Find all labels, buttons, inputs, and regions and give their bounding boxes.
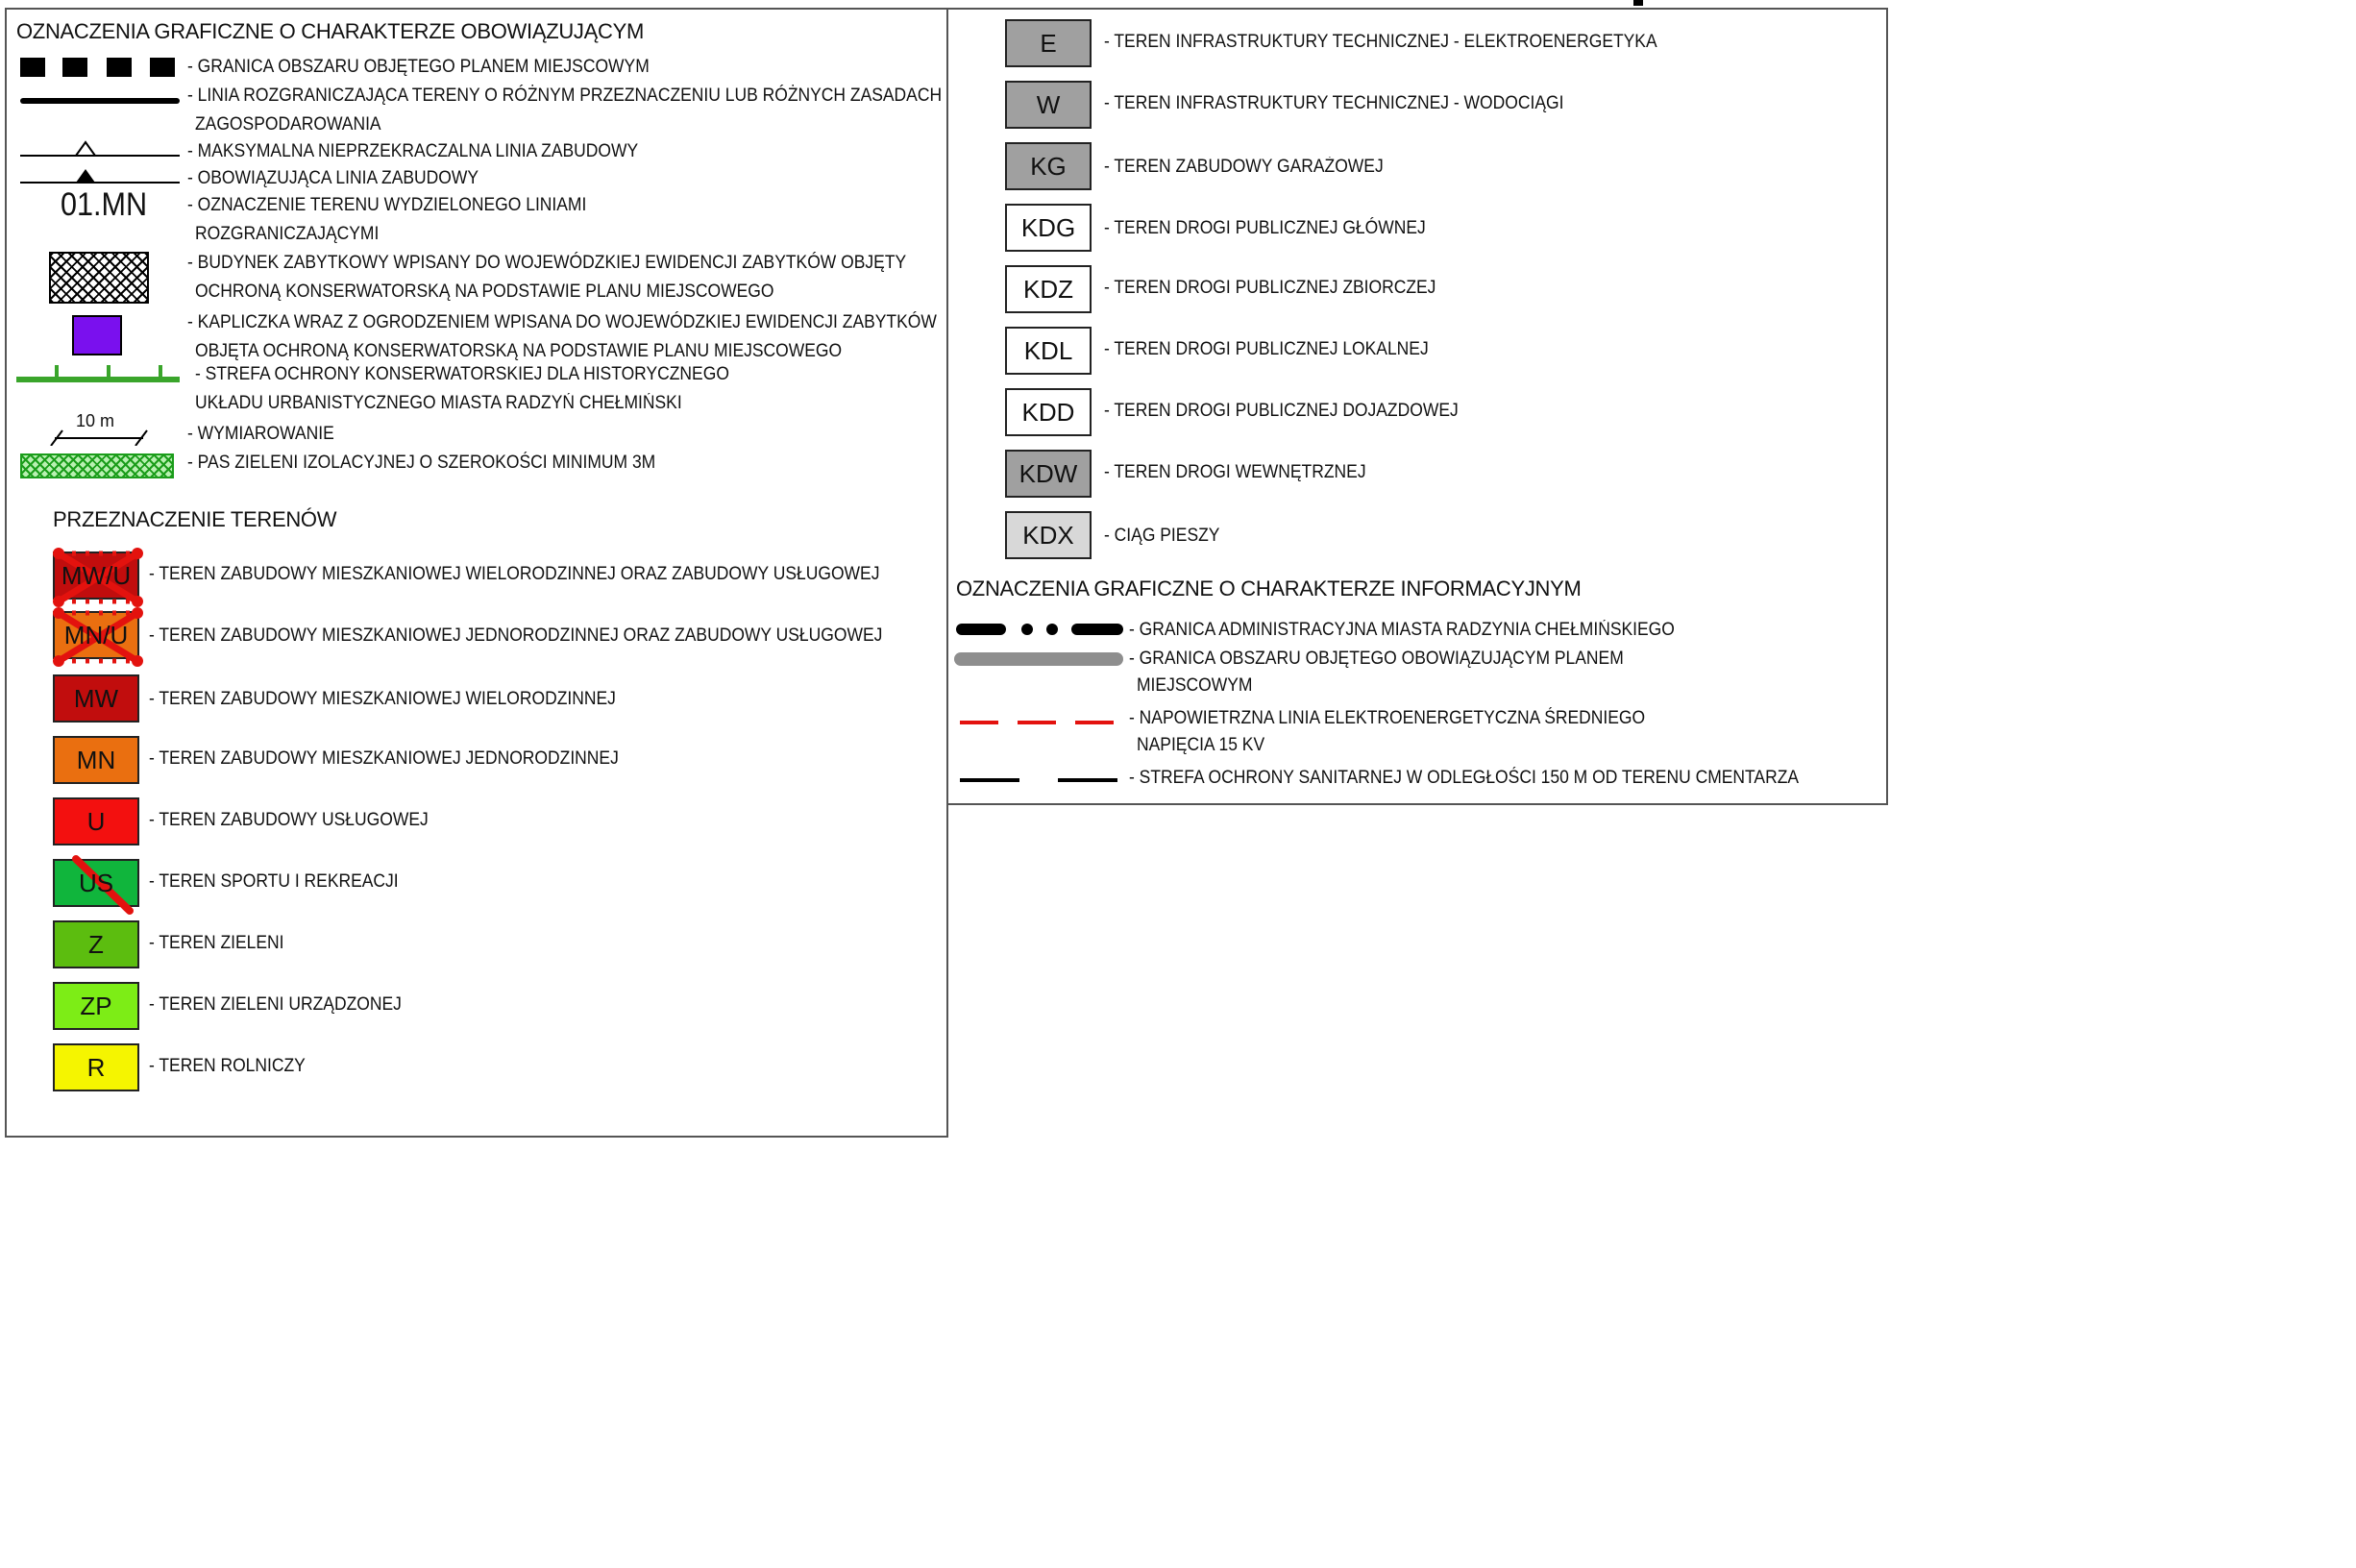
zone-code: ZP [80,991,112,1020]
power-line-icon [960,715,1123,732]
info-label: - STREFA OCHRONY SANITARNEJ W ODLEGŁOŚCI 150 M OD TERENU CMENTARZA [1129,768,1800,788]
zone-symbol-zp [53,982,139,1030]
legend-label: - LINIA ROZGRANICZAJĄCA TERENY O RÓŻNYM PRZEZNACZENIU LUB RÓŻNYCH ZASADACH [187,86,943,106]
zone-label: - TEREN INFRASTRUKTURY TECHNICZNEJ - ELEKTROENERGETYKA [1104,32,1657,52]
legend-title-informational: OZNACZENIA GRAFICZNE O CHARAKTERZE INFORMACYJNYM [956,576,1582,600]
legend-panel-infrastructure [946,8,1888,805]
zone-label: - TEREN DROGI PUBLICZNEJ GŁÓWNEJ [1104,218,1426,238]
dashed-boundary-icon [20,56,182,84]
info-label: - GRANICA OBSZARU OBJĘTEGO OBOWIĄZUJĄCYM PLANEM [1129,649,1624,669]
zone-label: - TEREN DROGI PUBLICZNEJ DOJAZDOWEJ [1104,401,1459,421]
zone-symbol-kdx [1005,511,1092,559]
chapel-fill [74,317,120,354]
sanitary-zone-icon [960,772,1123,790]
zone-label: - TEREN ZABUDOWY MIESZKANIOWEJ WIELORODZINNEJ [149,689,616,709]
info-label-cont: NAPIĘCIA 15 KV [1137,735,1265,755]
zone-symbol-mn [53,736,139,784]
zone-symbol-kdw [1005,450,1092,498]
max-building-line-icon [20,138,182,166]
zone-label: - TEREN ZABUDOWY USŁUGOWEJ [149,810,429,830]
zone-label: - TEREN SPORTU I REKREACJI [149,871,399,892]
legend-label-cont: ZAGOSPODAROWANIA [195,114,381,135]
section-title-zones: PRZEZNACZENIE TERENÓW [53,507,337,531]
legend-label: - GRANICA OBSZARU OBJĘTEGO PLANEM MIEJSCOWYM [187,57,650,77]
zone-code: MW [73,683,119,713]
zone-label: - TEREN ZABUDOWY MIESZKANIOWEJ JEDNORODZINNEJ [149,748,619,769]
zone-symbol-u [53,797,139,845]
legend-label: - WYMIAROWANIE [187,424,334,444]
zone-label: - TEREN DROGI PUBLICZNEJ ZBIORCZEJ [1104,278,1436,298]
legend-label: - OBOWIĄZUJĄCA LINIA ZABUDOWY [187,168,479,188]
zone-label: - CIĄG PIESZY [1104,526,1220,546]
zone-code: W [1036,89,1061,119]
zone-code: KDZ [1023,274,1073,304]
zone-code: E [1040,28,1057,58]
area-symbol: 01.MN [61,186,148,223]
zone-code: MW/U [61,560,132,590]
zone-code: US [78,868,114,897]
zone-label: - TEREN ZIELENI URZĄDZONEJ [149,994,402,1015]
zone-label: - TEREN ZABUDOWY MIESZKANIOWEJ JEDNORODZINNEJ ORAZ ZABUDOWY USŁUGOWEJ [149,625,883,646]
chapel-icon [72,315,122,355]
zone-symbol-kdl [1005,327,1092,375]
legend-label: - KAPLICZKA WRAZ Z OGRODZENIEM WPISANA DO WOJEWÓDZKIEJ EWIDENCJI ZABYTKÓW [187,312,937,332]
zone-code: KDD [1021,397,1075,427]
legend-label: - MAKSYMALNA NIEPRZEKRACZALNA LINIA ZABUDOWY [187,141,639,161]
legend-label: - PAS ZIELENI IZOLACYJNEJ O SZEROKOŚCI MINIMUM 3M [187,453,656,473]
info-label-cont: MIEJSCOWYM [1137,675,1253,696]
zone-label: - TEREN ZABUDOWY MIESZKANIOWEJ WIELORODZINNEJ ORAZ ZABUDOWY USŁUGOWEJ [149,564,880,584]
zone-symbol-z [53,920,139,968]
info-label: - NAPOWIETRZNA LINIA ELEKTROENERGETYCZNA ŚREDNIEGO [1129,708,1646,728]
zone-symbol-kdd [1005,388,1092,436]
zone-symbol-mw [53,674,139,723]
zone-label: - TEREN DROGI WEWNĘTRZNEJ [1104,462,1366,482]
zone-label: - TEREN ZIELENI [149,933,284,953]
zone-code: U [86,806,106,836]
legend-panel-obligatory [5,8,948,1138]
legend-label-cont: OBJĘTA OCHRONĄ KONSERWATORSKĄ NA PODSTAWIE PLANU MIEJSCOWEGO [195,341,843,361]
info-label: - GRANICA ADMINISTRACYJNA MIASTA RADZYNIA CHEŁMIŃSKIEGO [1129,620,1675,640]
legend-label: - OZNACZENIE TERENU WYDZIELONEGO LINIAMI [187,195,587,215]
zone-symbol-kg [1005,142,1092,190]
zone-symbol-mw-u [53,551,139,600]
zone-label: - TEREN ZABUDOWY GARAŻOWEJ [1104,157,1384,177]
legend-label-cont: ROZGRANICZAJĄCYMI [195,224,380,244]
zone-symbol-r [53,1043,139,1091]
legend-label-cont: UKŁADU URBANISTYCZNEGO MIASTA RADZYŃ CHEŁMIŃSKI [195,393,682,413]
hatched-building-icon [49,252,149,304]
admin-boundary-icon [956,621,1125,643]
zone-code: KDX [1022,520,1074,550]
legend-title-obligatory: OZNACZENIA GRAFICZNE O CHARAKTERZE OBOWIĄZUJĄCYM [16,19,644,43]
solid-line-icon [20,94,182,112]
zone-symbol-mn-u [53,611,139,659]
zone-label: - TEREN INFRASTRUKTURY TECHNICZNEJ - WODOCIĄGI [1104,93,1564,113]
map-fragment [1633,0,1643,6]
legend-label: - BUDYNEK ZABYTKOWY WPISANY DO WOJEWÓDZKIEJ EWIDENCJI ZABYTKÓW OBJĘTY [187,253,907,273]
legend-label: - STREFA OCHRONY KONSERWATORSKIEJ DLA HISTORYCZNEGO [195,364,729,384]
conservation-zone-icon [16,361,182,389]
zone-code: KDL [1023,335,1073,365]
greenery-strip-icon [20,453,174,478]
zone-symbol-w [1005,81,1092,129]
plan-boundary-icon [954,649,1125,674]
zone-symbol-kdz [1005,265,1092,313]
zone-label: - TEREN ROLNICZY [149,1056,306,1076]
legend-label-cont: OCHRONĄ KONSERWATORSKĄ NA PODSTAWIE PLANU MIEJSCOWEGO [195,282,774,302]
dimension-label: 10 m [76,411,115,430]
zone-code: MN/U [63,620,129,649]
zone-symbol-us [53,859,139,907]
zone-code: R [86,1052,106,1082]
zone-code: KG [1030,151,1067,181]
zone-symbol-e [1005,19,1092,67]
zone-code: KDG [1020,212,1076,242]
zone-code: Z [88,929,104,959]
zone-label: - TEREN DROGI PUBLICZNEJ LOKALNEJ [1104,339,1429,359]
zone-symbol-kdg [1005,204,1092,252]
zone-code: MN [76,745,116,774]
zone-code: KDW [1018,458,1078,488]
